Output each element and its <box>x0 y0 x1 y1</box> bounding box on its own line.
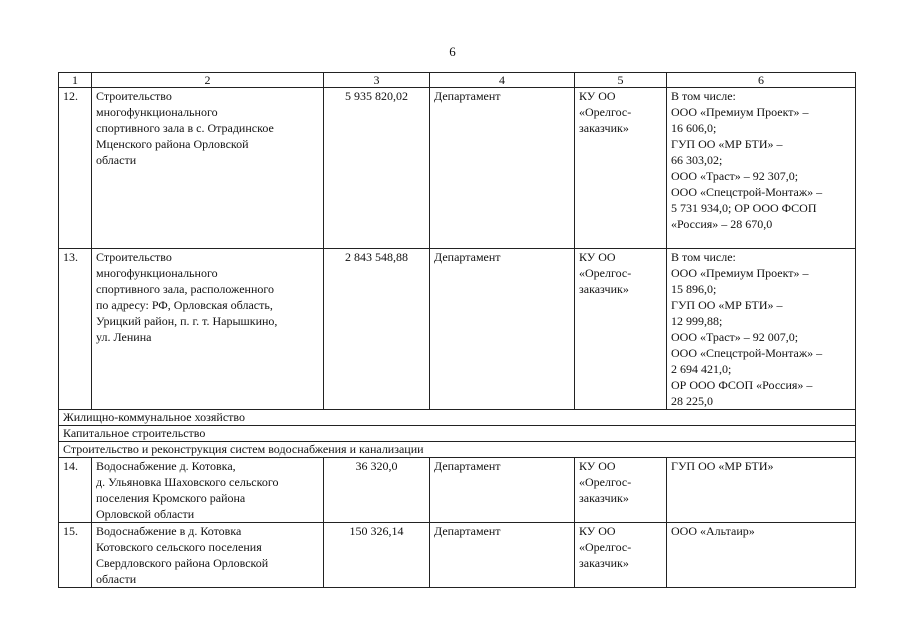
column-header: 3 <box>324 73 430 88</box>
department: Департамент <box>430 249 575 410</box>
column-header: 1 <box>59 73 92 88</box>
section-title: Капитальное строительство <box>59 426 856 442</box>
column-header: 2 <box>92 73 324 88</box>
contractor-details: В том числе: ООО «Премиум Проект» – 16 606,0; ГУП ОО «МР БТИ» – 66 303,02; ООО «Траст» – 92 307,0; ООО «Спецстрой-Монтаж» – 5 731 934,0; ОР ООО ФСОП «Россия» – 28 670,0 <box>667 88 856 249</box>
object-name: Водоснабжение д. Котовка, д. Ульяновка Шаховского сельского поселения Кромского района Орловской области <box>92 458 324 523</box>
department: Департамент <box>430 458 575 523</box>
column-header: 4 <box>430 73 575 88</box>
object-name: Строительство многофункционального спортивного зала, расположенного по адресу: РФ, Орловская область, Урицкий район, п. г. т. Нарышкино, ул. Ленина <box>92 249 324 410</box>
table-header-row <box>59 73 856 88</box>
customer: КУ ОО «Орелгос- заказчик» <box>575 523 667 588</box>
customer: КУ ОО «Орелгос- заказчик» <box>575 458 667 523</box>
row-number: 13. <box>59 249 92 410</box>
table-row <box>59 249 856 410</box>
column-header: 5 <box>575 73 667 88</box>
amount: 36 320,0 <box>324 458 430 523</box>
section-row <box>59 426 856 442</box>
column-header: 6 <box>667 73 856 88</box>
document-table <box>58 72 856 588</box>
object-name: Строительство многофункционального спортивного зала в с. Отрадинское Мценского района Орловской области <box>92 88 324 249</box>
amount: 150 326,14 <box>324 523 430 588</box>
section-row <box>59 410 856 426</box>
customer: КУ ОО «Орелгос- заказчик» <box>575 88 667 249</box>
customer: КУ ОО «Орелгос- заказчик» <box>575 249 667 410</box>
contractor-details: ООО «Альтаир» <box>667 523 856 588</box>
section-title: Строительство и реконструкция систем водоснабжения и канализации <box>59 442 856 458</box>
row-number: 12. <box>59 88 92 249</box>
amount: 5 935 820,02 <box>324 88 430 249</box>
contractor-details: ГУП ОО «МР БТИ» <box>667 458 856 523</box>
table-row <box>59 88 856 249</box>
table-row <box>59 458 856 523</box>
row-number: 14. <box>59 458 92 523</box>
department: Департамент <box>430 523 575 588</box>
department: Департамент <box>430 88 575 249</box>
amount: 2 843 548,88 <box>324 249 430 410</box>
page-number: 6 <box>449 44 456 59</box>
section-row <box>59 442 856 458</box>
section-title: Жилищно-коммунальное хозяйство <box>59 410 856 426</box>
row-number: 15. <box>59 523 92 588</box>
object-name: Водоснабжение в д. Котовка Котовского сельского поселения Свердловского района Орловской области <box>92 523 324 588</box>
table-row <box>59 523 856 588</box>
contractor-details: В том числе: ООО «Премиум Проект» – 15 896,0; ГУП ОО «МР БТИ» – 12 999,88; ООО «Траст» – 92 007,0; ООО «Спецстрой-Монтаж» – 2 694 421,0; ОР ООО ФСОП «Россия» – 28 225,0 <box>667 249 856 410</box>
